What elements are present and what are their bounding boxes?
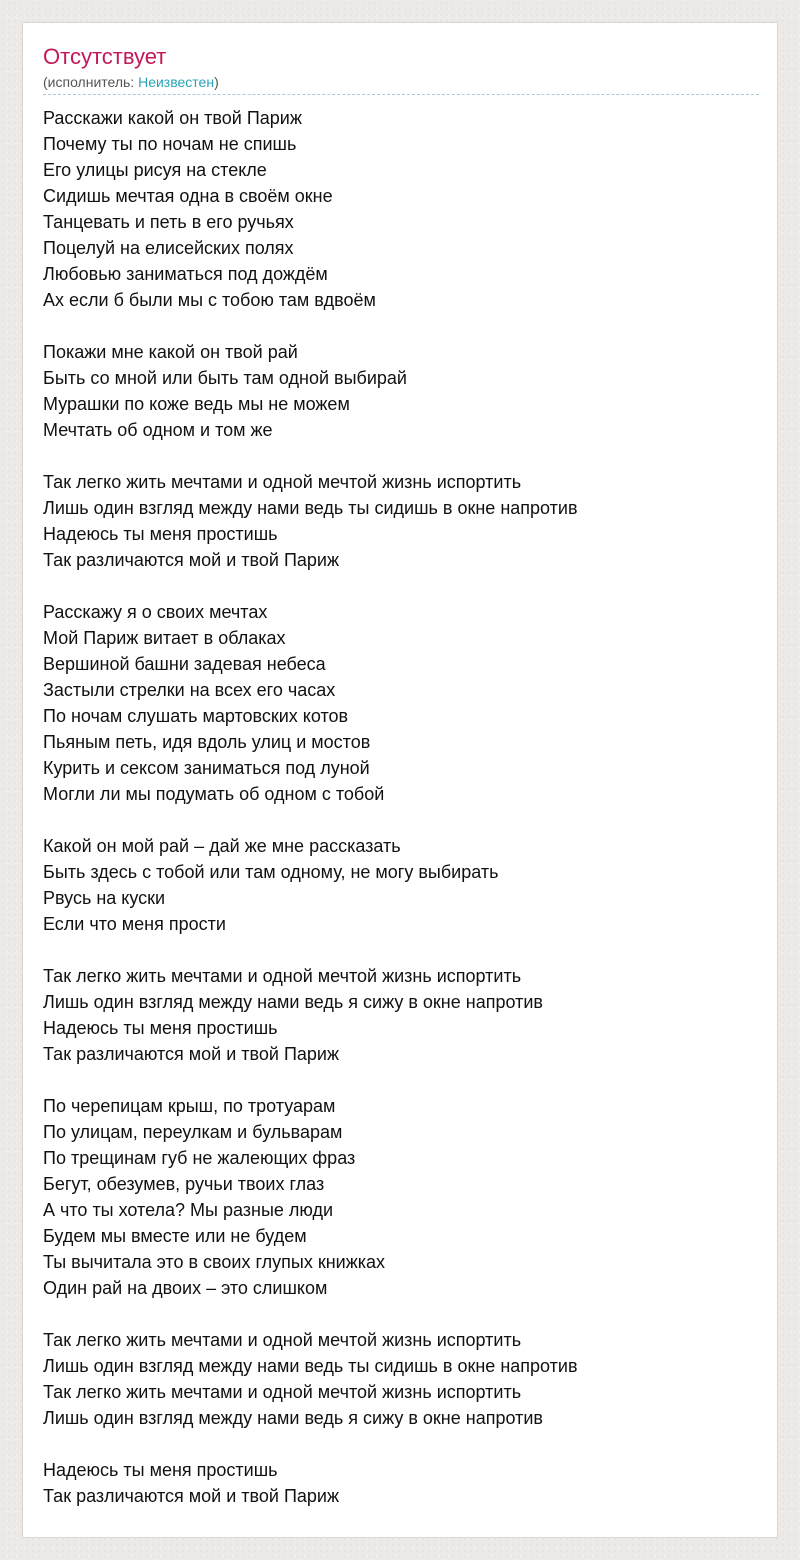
artist-line [43, 73, 219, 91]
lyric-line: А что ты хотела? Мы разные люди [43, 1200, 334, 1220]
lyric-line: Мурашки по коже ведь мы не можем [43, 394, 350, 414]
lyric-line: Расскажу я о своих мечтах [43, 602, 268, 622]
lyric-line: Так легко жить мечтами и одной мечтой жизнь испортить [43, 472, 522, 492]
stanza-gap [43, 937, 759, 963]
lyric-line: Если что меня прости [43, 914, 226, 934]
lyric-line: Сидишь мечтая одна в своём окне [43, 186, 333, 206]
lyric-line: Рвусь на куски [43, 888, 166, 908]
lyric-line: По черепицам крыш, по тротуарам [43, 1096, 336, 1116]
lyric-line: Надеюсь ты меня простишь [43, 1460, 278, 1480]
lyric-line: Любовью заниматься под дождём [43, 264, 328, 284]
lyric-line: Лишь один взгляд между нами ведь я сижу в окне напротив [43, 992, 543, 1012]
lyric-line: Бегут, обезумев, ручьи твоих глаз [43, 1174, 325, 1194]
lyric-line: Так различаются мой и твой Париж [43, 550, 340, 570]
lyric-line: Быть со мной или быть там одной выбирай [43, 368, 407, 388]
lyric-line: Почему ты по ночам не спишь [43, 134, 297, 154]
lyric-line: Так легко жить мечтами и одной мечтой жизнь испортить [43, 1330, 522, 1350]
lyric-line: Ах если б были мы с тобою там вдвоём [43, 290, 376, 310]
lyric-line: Его улицы рисуя на стекле [43, 160, 267, 180]
lyric-line: По трещинам губ не жалеющих фраз [43, 1148, 356, 1168]
stanza-gap [43, 443, 759, 469]
stanza-gap [43, 1067, 759, 1093]
lyrics-text [43, 105, 759, 1509]
lyric-line: Мечтать об одном и том же [43, 420, 273, 440]
lyric-line: Застыли стрелки на всех его часах [43, 680, 336, 700]
lyric-line: Могли ли мы подумать об одном с тобой [43, 784, 385, 804]
lyric-line: Так различаются мой и твой Париж [43, 1486, 340, 1506]
lyric-line: Надеюсь ты меня простишь [43, 1018, 278, 1038]
lyric-line: Какой он мой рай – дай же мне рассказать [43, 836, 401, 856]
lyric-line: Вершиной башни задевая небеса [43, 654, 326, 674]
stanza-gap [43, 313, 759, 339]
lyric-line: Лишь один взгляд между нами ведь ты сидишь в окне напротив [43, 498, 578, 518]
lyric-line: Надеюсь ты меня простишь [43, 524, 278, 544]
lyric-line: Расскажи какой он твой Париж [43, 108, 302, 128]
lyric-line: По улицам, переулкам и бульварам [43, 1122, 343, 1142]
lyric-line: Мой Париж витает в облаках [43, 628, 286, 648]
lyric-line: Так легко жить мечтами и одной мечтой жизнь испортить [43, 966, 522, 986]
lyric-line: Танцевать и петь в его ручьях [43, 212, 294, 232]
lyrics-card [22, 22, 778, 1538]
lyric-line: Ты вычитала это в своих глупых книжках [43, 1252, 386, 1272]
lyric-line: Будем мы вместе или не будем [43, 1226, 307, 1246]
lyric-line: Лишь один взгляд между нами ведь я сижу в окне напротив [43, 1408, 543, 1428]
lyric-line: Быть здесь с тобой или там одному, не могу выбирать [43, 862, 499, 882]
stanza-gap [43, 807, 759, 833]
artist-suffix: ) [214, 74, 219, 90]
lyric-line: Так легко жить мечтами и одной мечтой жизнь испортить [43, 1382, 522, 1402]
artist-link[interactable]: Неизвестен [138, 74, 215, 90]
lyric-line: Курить и сексом заниматься под луной [43, 758, 370, 778]
lyric-line: Поцелуй на елисейских полях [43, 238, 294, 258]
title-divider [43, 94, 759, 95]
stanza-gap [43, 573, 759, 599]
lyric-line: Так различаются мой и твой Париж [43, 1044, 340, 1064]
lyric-line: По ночам слушать мартовских котов [43, 706, 349, 726]
stanza-gap [43, 1431, 759, 1457]
lyric-line: Лишь один взгляд между нами ведь ты сидишь в окне напротив [43, 1356, 578, 1376]
lyric-line: Один рай на двоих – это слишком [43, 1278, 328, 1298]
lyric-line: Покажи мне какой он твой рай [43, 342, 298, 362]
stanza-gap [43, 1301, 759, 1327]
artist-prefix: (исполнитель: [43, 74, 139, 90]
lyric-line: Пьяным петь, идя вдоль улиц и мостов [43, 732, 371, 752]
song-title: Отсутствует [43, 44, 167, 69]
